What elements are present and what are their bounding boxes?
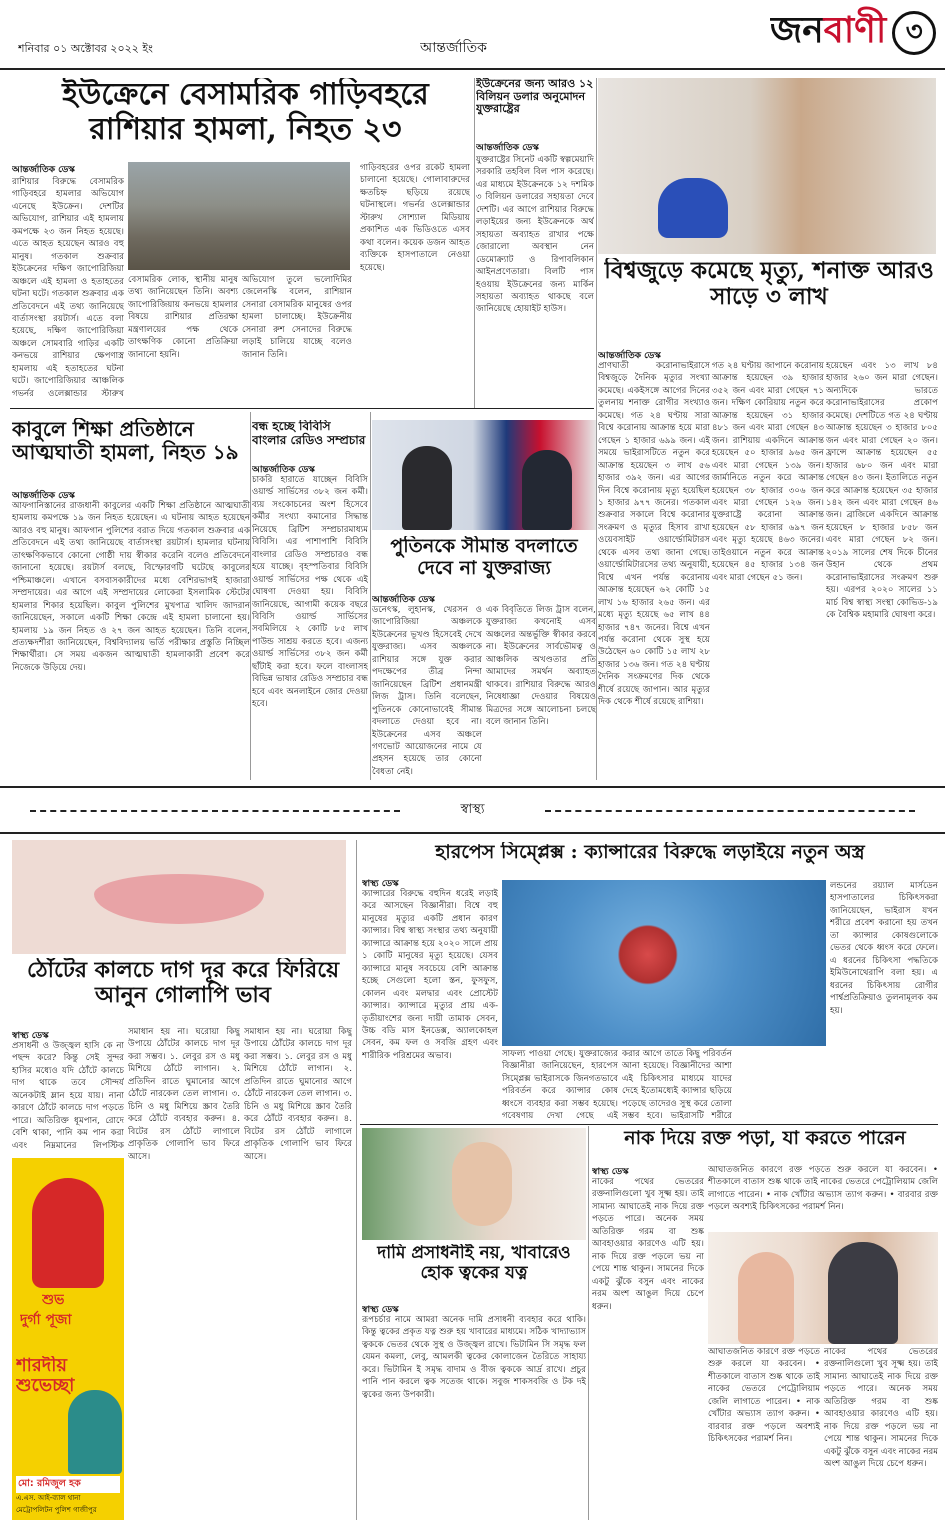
story5-body: চাকরি হারাতে যাচ্ছেন বিবিসি ওয়ার্ল্ড সার্ভিসের ৩৮২ জন কর্মী। ব্যয় সংকোচনের অংশ হিসেবে কর্মীর সংখ্যা কমানোর সিদ্ধান্ত নিয়েছে ব্রিটিশ সম্প্রচারমাধ্যম বিবিসি। এর পাশাপাশি বিবিসি বাংলার রেডিও সম্প্রচারও বন্ধ হয়ে যাচ্ছে। বৃহস্পতিবার বিবিসি ওয়ার্ল্ড সার্ভিসের পক্ষ থেকে এই ঘোষণা দেওয়া হয়। বিবিসি জানিয়েছে, আগামী কয়েক বছরে বিবিসি ওয়ার্ল্ড সার্ভিসের সবমিলিয়ে ২ কোটি ৮৫ লাখ পাউন্ড সাশ্রয় করতে হবে। এজন্য ওয়ার্ল্ড সার্ভিসের ৩৮২ জন কর্মী ছাঁটাই করা হবে। ফলে বাংলাসহ বিভিন্ন ভাষার রেডিও সম্প্রচার বন্ধ হবে এবং অনলাইনে জোর দেওয়া হবে। bbox=[252, 475, 368, 710]
story1-col1: রাশিয়ার বিরুদ্ধে বেসামরিক গাড়িবহরে হামলার অভিযোগ এনেছে ইউক্রেন। দেশটির অভিযোগ, রাশিয়ার এই হামলায় কমপক্ষে ২৩ জন নিহত হয়েছে। এতে আহত হয়েছেন আরও বহু মানুষ। গতকাল শুক্রবার ইউক্রেনের দক্ষিণ জাপোরিজিয়া অঞ্চলে এই হামলা ও হতাহতের ঘটনা ঘটে। গতকাল শুক্রবার এক প্রতিবেদনে এই তথ্য জানিয়েছে বার্তাসংস্থা রয়টার্স। এতে বলা হয়েছে, দক্ষিণ জাপোরিজিয়া অঞ্চলে সোমবারি গাড়ির একটি কনভয়ে রাশিয়ার ক্ষেপণাস্ত্র হামলায় এই হতাহতের ঘটনা ঘটে। জাপোরিজিয়ার আঞ্চলিক গভর্নর ওলেক্সান্ডার স্টারুখ bbox=[12, 177, 124, 398]
section-title: আন্তর্জাতিক bbox=[420, 40, 487, 56]
health-divider bbox=[0, 786, 945, 834]
story8-col2: সমাধান হয় না। ঘরোয়া কিছু উপায়ে ঠোঁটের কালচে দাগ দূর করা সম্ভব। ১. লেবুর রস ও মধু মিশিয়ে ঠোঁটে লাগান। ২. প্রতিদিন রাতে ঘুমানোর আগে ঠোঁটে নারকেল তেল লাগান। ৩. চিনি ও মধু মিশিয়ে স্ক্রাব তৈরি করে ঠোঁটে ব্যবহার করুন। ৪. বিটের রস ঠোঁটে লাগালে প্রাকৃতিক গোলাপি ভাব ফিরে আসে। bbox=[128, 1027, 240, 1162]
story1-photo bbox=[128, 162, 350, 270]
ad-designation: এ.এস. আই-ব্যাল থানা bbox=[16, 1494, 81, 1502]
hr-1 bbox=[10, 408, 594, 409]
page-number: ৩ bbox=[892, 11, 936, 55]
story10-col4: নাকের পথের ভেতরের রক্তনালিগুলো খুব সূক্ষ্ম হয়। তাই সামান্য আঘাতেই নাক দিয়ে রক্ত পড়তে পারে। অনেক সময় অতিরিক্ত গরম বা শুষ্ক আবহাওয়ার কারণেও এটি হয়। নাক দিয়ে রক্ত পড়লে ভয় না পেয়ে শান্ত থাকুন। সামনের দিকে একটু ঝুঁকে বসুন এবং নাকের নরম অংশ আঙুল দিয়ে চেপে ধরুন। bbox=[824, 1347, 938, 1470]
story1-col4: গাড়িবহরের ওপর রকেট হামলা চালানো হয়েছে। গোলাবারুদের ক্ষতচিহ্ন ছড়িয়ে রয়েছে ঘটনাস্থলে। গভর্নর ওলেক্সান্ডার স্টারুখ সোশ্যাল মিডিয়ায় প্রকাশিত এক ভিডিওতে এসব কথা বলেন। কয়েক ডজন আহত ব্যক্তিকে হাসপাতালে নেওয়া হয়েছে। bbox=[360, 163, 470, 273]
speaker-right bbox=[522, 450, 572, 530]
glove-shape bbox=[658, 178, 728, 238]
story2-title: ইউক্রেনের জন্য আরও ১২ বিলিয়ন ডলার অনুমোদন যুক্তরাষ্ট্রের bbox=[476, 78, 594, 116]
story3-col1: প্রাণঘাতী করোনাভাইরাসে বিশ্বজুড়ে দৈনিক মৃত্যুর সংখ্যা কমেছে। একইসঙ্গে আগের দিনের তুলনায় শনাক্ত রোগীর সংখ্যাও কমেছে। গত ২৪ ঘণ্টায় সারা বিশ্বে করোনায় আক্রান্ত হয়ে মারা গেছেন ১ হাজার ৬৯৯ জন। এই সময়ে ভাইরাসটিতে নতুন করে আক্রান্ত হয়েছেন ৩ লাখ ৫৬ হাজার ৩৯২ জন। এর আগের দিন বিশ্বে করোনায় মৃত্যু হয়েছিল ১ হাজার ৯৭৭ জনের। গতকাল শুক্রবার সকালে বিশ্বে করোনার সংক্রমণ ও মৃত্যুর হিসাব রাখা ওয়েবসাইট ওয়ার্ল্ডোমিটারস থেকে এসব তথ্য জানা গেছে। ওয়ার্ল্ডোমিটারসের তথ্য অনুযায়ী, বিশ্বে এখন পর্যন্ত করোনায় আক্রান্ত হয়েছেন ৬২ কোটি ১৫ লাখ ১৬ হাজার ২৬৫ জন। এর মধ্যে মৃত্যু হয়েছে ৬৫ লাখ ৪৪ হাজার ৭৪৭ জনের। বিশ্বে এখন পর্যন্ত করোনা থেকে সুস্থ হয়ে উঠেছেন ৬০ কোটি ১৫ লাখ ২৮ হাজার ১৩৬ জন। গত ২৪ ঘণ্টায় দৈনিক সংক্রমণের দিক থেকে শীর্ষে রয়েছে জাপান। আর মৃত্যুর দিক থেকে শীর্ষে রয়েছে রাশিয়া। bbox=[598, 361, 710, 708]
story6-col1: ডনেৎস্ক, লুহানস্ক, খেরসন ও জাপোরিজিয়া অঞ্চলকে ইউক্রেনের ভূখণ্ড হিসেবেই দেখে যুক্তরাজ্য। এসব অঞ্চলকে রাশিয়ার সঙ্গে যুক্ত করার পদক্ষেপের তীব্র নিন্দা জানিয়েছেন ব্রিটিশ প্রধানমন্ত্রী লিজ ট্রাস। তিনি বলেছেন, পুতিনকে কোনোভাবেই সীমান্ত বদলাতে দেওয়া হবে না। ইউক্রেনের এসব অঞ্চলে গণভোট আয়োজনের নামে যে প্রহসন হয়েছে তার কোনো বৈধতা নেই। bbox=[372, 605, 482, 777]
story10-byline: স্বাস্থ্য ডেস্ক bbox=[592, 1167, 629, 1177]
child-shape bbox=[738, 1252, 794, 1344]
rule-1 bbox=[474, 78, 475, 408]
ad-person-photo bbox=[68, 1390, 122, 1474]
story3-photo bbox=[598, 78, 936, 254]
story9-byline: স্বাস্থ্য ডেস্ক bbox=[362, 1305, 399, 1315]
divider-line-left bbox=[30, 810, 400, 812]
story7-title: হারপেস সিম্প্লেক্স : ক্যান্সারের বিরুদ্ধে লড়াইয়ে নতুন অস্ত্র bbox=[435, 842, 865, 863]
story4-body: আফগানিস্তানের রাজধানী কাবুলের একটি শিক্ষা প্রতিষ্ঠানে আত্মঘাতী হামলায় কমপক্ষে ১৯ জন নিহত হয়েছেন। এ ঘটনায় আহত হয়েছেন আরও বহু মানুষ। আফগান পুলিশের বরাত দিয়ে গতকাল শুক্রবার এক প্রতিবেদনে এই তথ্য জানিয়েছে বার্তাসংস্থা রয়টার্স। হামলার ঘটনায় তাৎক্ষণিকভাবে কোনো গোষ্ঠী দায় স্বীকার করেনি বলেও প্রতিবেদনে জানানো হয়েছে। রয়টার্স বলছে, বিস্ফোরণটি ঘটেছে কাবুলের পশ্চিমাঞ্চলে। এখানে বসবাসকারীদের মধ্যে বেশিরভাগই হাজারা সম্প্রদায়ের। এর আগে এই সম্প্রদায়ের লোকেরা ইসলামিক স্টেটের হামলার শিকার হয়েছিল। কাবুল পুলিশের মুখপাত্র খালিদ জাদরান জানিয়েছেন, সকালে একটি শিক্ষা কেন্দ্রে এই হামলা চালানো হয়। হামলায় ১৯ জন নিহত ও ২৭ জন আহত হয়েছেন। তিনি বলেন, প্রত্যক্ষদর্শীরা জানিয়েছেন, বিশ্ববিদ্যালয় ভর্তি পরীক্ষার প্রস্তুতি নিচ্ছিল শিক্ষার্থীরা। সে সময় একজন আত্মঘাতী হামলাকারী প্রবেশ করে নিজেকে উড়িয়ে দেয়। bbox=[12, 501, 250, 673]
story10-col2: আঘাতজনিত কারণে রক্ত পড়তে শুরু করলে যা করবেন। • শীতকালে বাতাস শুষ্ক থাকে তাই নাকের ভেতরে পেট্রোলিয়াম জেলি লাগাতে পারেন। • নাক খোঁটার অভ্যাস ত্যাগ করুন। • বারবার রক্ত পড়লে অবশ্যই চিকিৎসকের পরামর্শ নিন। bbox=[708, 1165, 938, 1213]
story7-col3: করার আগে তাতে কিছু পরিবর্তন আনা হয়েছে। বিজ্ঞানীদের আশা এই চিকিৎসার মাধ্যমে যাদের দেহে ইতোমধ্যেই ক্যান্সার ছড়িয়ে পড়েছে তাদেরও সুস্থ করে তোলা সম্ভব হবে। ভাইরাসটি শরীরে bbox=[622, 1049, 732, 1122]
story2-byline: আন্তর্জাতিক ডেস্ক bbox=[476, 143, 539, 153]
logo-part-2: বাণী bbox=[823, 9, 887, 51]
story8-title: ঠোঁটের কালচে দাগ দূর করে ফিরিয়ে আনুন গোলাপি ভাব bbox=[26, 958, 340, 1009]
rule-3 bbox=[250, 412, 251, 780]
story8-col1: প্রসাধনী ও উজ্জ্বল হাসি কে না পছন্দ করে? কিন্তু সেই সুন্দর হাসির মধ্যেও যদি ঠোঁটে কালচে দাগ থাকে তবে সৌন্দর্য অনেকটাই ম্লান হয়ে যায়। নানা কারণে ঠোঁটে কালচে দাগ পড়তে পারে। অতিরিক্ত ধূমপান, রোদে বেশি থাকা, পানি কম পান করা এবং নিম্নমানের লিপস্টিক bbox=[12, 1041, 124, 1151]
ad-greeting-1: শুভ bbox=[42, 1292, 65, 1308]
story6-col2: এক বিবৃতিতে লিজ ট্রাস বলেন, যুক্তরাজ্য কখনোই এসব অঞ্চলের অন্তর্ভুক্তি স্বীকার করবে না। ইউক্রেনের সার্বভৌমত্ব ও আঞ্চলিক অখণ্ডতার প্রতি আমাদের সমর্থন অব্যাহত থাকবে। রাশিয়ার বিরুদ্ধে আরও নিষেধাজ্ঞা দেওয়ার বিষয়েও মিত্রদের সঙ্গে আলোচনা চলছে বলে জানান তিনি। bbox=[486, 605, 596, 728]
story2-body: যুক্তরাষ্ট্রের সিনেট একটি স্বল্পমেয়াদি সরকারি তহবিল বিল পাস করেছে। এর মাধ্যমে ইউক্রেনকে ১২ দশমিক ৩ বিলিয়ন ডলারের সহায়তা দেবে দেশটি। এর আগে রাশিয়ার বিরুদ্ধে লড়াইয়ের জন্য ইউক্রেনকে অর্থ সহায়তা অব্যাহত রাখার পক্ষে জোরালো অবস্থান নেন ডেমোক্র্যাট ও রিপাবলিকান আইনপ্রণেতারা। বিলটি পাস হওয়ায় ইউক্রেনের জন্য মার্কিন সহায়তা অব্যাহত থাকছে বলে জানিয়েছে হোয়াইট হাউস। bbox=[476, 155, 594, 315]
speaker-left bbox=[402, 446, 452, 530]
story4-title: কাবুলে শিক্ষা প্রতিষ্ঠানে আত্মঘাতী হামলা, নিহত ১৯ bbox=[12, 418, 239, 464]
story10-col1: নাকের পথের ভেতরের রক্তনালিগুলো খুব সূক্ষ্ম হয়। তাই সামান্য আঘাতেই নাক দিয়ে রক্ত পড়তে পারে। অনেক সময় অতিরিক্ত গরম বা শুষ্ক আবহাওয়ার কারণেও এটি হয়। নাক দিয়ে রক্ত পড়লে ভয় না পেয়ে শান্ত থাকুন। সামনের দিকে একটু ঝুঁকে বসুন এবং নাকের নরম অংশ আঙুল দিয়ে চেপে ধরুন। bbox=[592, 1177, 704, 1312]
health-section-label: স্বাস্থ্য bbox=[448, 800, 496, 821]
story3-col3: হয়েছেন এবং ১৩ লাখ ৮৪ হাজার ২৬০ জন মারা গেছেন। অন্যদিকে ভারতে করোনাভাইরাসের প্রকোপ কমেছে। দেশটিতে গত ২৪ ঘণ্টায় আক্রান্ত হয়েছেন ৩ হাজার ৮০৫ জন এবং মারা গেছেন ২০ জন। ফ্রান্সে আক্রান্ত হয়েছেন ৫৫ হাজার ৬৮০ জন এবং মারা গেছেন ৪৩ জন। ইতালিতে নতুন করে আক্রান্ত হয়েছেন ৩৫ হাজার ১৪২ জন এবং মারা গেছেন ৪৬ জন। ব্রাজিলে একদিনে আক্রান্ত হয়েছেন ৮ হাজার ৮৫৮ জন এবং মারা গেছেন ৮২ জন। ২০১৯ সালের শেষ দিকে চীনের উহান থেকে প্রথম করোনাভাইরাসের সংক্রমণ শুরু হয়। এরপর ২০২০ সালের ১১ মার্চ বিশ্ব স্বাস্থ্য সংস্থা কোভিড-১৯ কে বৈশ্বিক মহামারি ঘোষণা করে। bbox=[826, 361, 938, 621]
ad-unit: মেট্রোপলিটন পুলিশ গাজীপুর bbox=[16, 1506, 97, 1514]
hr-2 bbox=[360, 1124, 938, 1125]
story3-col2: গত ২৪ ঘণ্টায় জাপানে করোনায় আক্রান্ত হয়েছেন ৩৯ হাজার ৩৫২ জন এবং মারা গেছেন ৭১ জন। দক্ষিণ কোরিয়ায় নতুন করে আক্রান্ত হয়েছেন ৩১ হাজার ৪৮১ জন এবং মারা গেছেন ৪৩ জন। রাশিয়ায় একদিনে আক্রান্ত হয়েছেন ৫০ হাজার ৯৬৫ জন এবং মারা গেছেন ১৩৯ জন। জার্মানিতে নতুন করে আক্রান্ত হয়েছেন ৩৮ হাজার ৩০৬ জন এবং মারা গেছেন ১২৬ জন। যুক্তরাষ্ট্রে করোনা আক্রান্ত হয়েছেন ৫৮ হাজার ৬৯৭ জন এবং মৃত্যু হয়েছে ৪৬৩ জনের। তাইওয়ানে নতুন করে আক্রান্ত হয়েছেন ৪৫ হাজার ১৩৪ জন এবং মারা গেছেন ৫১ জন। bbox=[712, 361, 824, 583]
story5-title: বন্ধ হচ্ছে বিবিসি বাংলার রেডিও সম্প্রচার bbox=[252, 420, 366, 447]
story6-byline: আন্তর্জাতিক ডেস্ক bbox=[372, 595, 435, 605]
divider-line-right bbox=[545, 810, 915, 812]
rule-6 bbox=[588, 1126, 589, 1520]
story7-col2: সাফল্য পাওয়া গেছে। যুক্তরাজ্যের বিজ্ঞানীরা জানিয়েছেন, হারপেস সিম্প্লেক্স ভাইরাসকে জিনগতভাবে পরিবর্তন করে ক্যান্সার কোষ ধ্বংসে ব্যবহার করা সম্ভব হয়েছে। গবেষণায় দেখা গেছে এই bbox=[502, 1049, 618, 1122]
skin-care-photo bbox=[362, 1128, 586, 1240]
rule-2 bbox=[596, 78, 597, 780]
rule-4 bbox=[370, 412, 371, 780]
story8-byline: স্বাস্থ্য ডেস্ক bbox=[12, 1031, 49, 1041]
story8-col3: সমাধান হয় না। ঘরোয়া কিছু উপায়ে ঠোঁটের কালচে দাগ দূর করা সম্ভব। ১. লেবুর রস ও মধু মিশিয়ে ঠোঁটে লাগান। ২. প্রতিদিন রাতে ঘুমানোর আগে ঠোঁটে নারকেল তেল লাগান। ৩. চিনি ও মধু মিশিয়ে স্ক্রাব তৈরি করে ঠোঁটে ব্যবহার করুন। ৪. বিটের রস ঠোঁটে লাগালে প্রাকৃতিক গোলাপি ভাব ফিরে আসে। bbox=[244, 1027, 352, 1162]
lips-photo bbox=[12, 840, 346, 954]
story10-title: নাক দিয়ে রক্ত পড়া, যা করতে পারেন bbox=[624, 1128, 906, 1149]
story9-title: দামি প্রসাধনীই নয়, খাবারেও হোক ত্বকের যত্ন bbox=[377, 1244, 571, 1283]
ad-greeting-2: দুর্গা পূজা bbox=[20, 1312, 72, 1328]
story4-byline: আন্তর্জাতিক ডেস্ক bbox=[12, 491, 75, 501]
story7-col4: লন্ডনের রয়্যাল মার্সডেন হাসপাতালের চিকিৎসকরা জানিয়েছেন, ভাইরাস যখন শরীরে প্রবেশ করানো হয় তখন তা ক্যান্সার কোষগুলোকে ভেতর থেকে ধ্বংস করে ফেলে। এ ধরনের চিকিৎসা পদ্ধতিকে ইমিউনোথেরাপি বলা হয়। এ ধরনের চিকিৎসায় রোগীর পার্শ্বপ্রতিক্রিয়াও তুলনামূলক কম হয়। bbox=[830, 881, 938, 1016]
cancer-cell-photo bbox=[502, 880, 826, 1046]
story3-title: বিশ্বজুড়ে কমেছে মৃত্যু, শনাক্ত আরও সাড়ে ৩ লাখ bbox=[604, 258, 934, 311]
story10-col3: আঘাতজনিত কারণে রক্ত পড়তে শুরু করলে যা করবেন। • শীতকালে বাতাস শুষ্ক থাকে তাই নাকের ভেতরে পেট্রোলিয়াম জেলি লাগাতে পারেন। • নাক খোঁটার অভ্যাস ত্যাগ করুন। • বারবার রক্ত পড়লে অবশ্যই চিকিৎসকের পরামর্শ নিন। bbox=[708, 1347, 820, 1445]
ad-greeting-3: শারদীয় শুভেচ্ছা bbox=[16, 1356, 75, 1396]
newspaper-logo bbox=[770, 6, 940, 60]
puja-greeting-ad bbox=[12, 1158, 124, 1520]
logo-part-1: জন bbox=[770, 9, 824, 51]
story6-photo bbox=[372, 420, 596, 530]
rule-5 bbox=[356, 840, 357, 1520]
story1-col3: অভিযোগ তুলে ভলোদিমির জেলেনস্কি বলেন, রাশিয়ান সেনারা বেসামরিক মানুষের ওপর হামলা চালাচ্ছে। ইউক্রেনীয় সেনারা রুশ সেনাদের বিরুদ্ধে লড়াই চালিয়ে যাচ্ছে বলেও জানান তিনি। bbox=[242, 275, 352, 360]
lips-shape bbox=[94, 874, 264, 924]
woman-face-shape bbox=[452, 1142, 512, 1226]
parent-shape bbox=[828, 1242, 898, 1344]
ad-name: মো: রমিজুল হক bbox=[16, 1476, 120, 1493]
story7-col1: ক্যান্সারের বিরুদ্ধে বহুদিন ধরেই লড়াই করে আসছেন বিজ্ঞানীরা। বিশ্বে বহু মানুষের মৃত্যুর একটি প্রধান কারণ ক্যান্সার। বিশ্ব স্বাস্থ্য সংস্থার তথ্য অনুযায়ী ক্যান্সারে আক্রান্ত হয়ে ২০২০ সালে প্রায় ১ কোটি মানুষের মৃত্যু হয়েছে। যেসব ক্যান্সারে মানুষ সবচেয়ে বেশি আক্রান্ত হচ্ছে সেগুলো হলো স্তন, ফুসফুস, কোলন এবং মলদ্বার এবং প্রোস্টেট ক্যান্সার। ক্যান্সারে মৃত্যুর প্রায় এক-তৃতীয়াংশের জন্য দায়ী তামাক সেবন, উচ্চ বডি মাস ইনডেক্স, অ্যালকোহল সেবন, কম ফল ও সবজি গ্রহণ এবং শারীরিক পরিশ্রমের অভাব। bbox=[362, 889, 498, 1061]
story1-title: ইউক্রেনে বেসামরিক গাড়িবহরে রাশিয়ার হামলা, নিহত ২৩ bbox=[62, 78, 429, 147]
story6-title: পুতিনকে সীমান্ত বদলাতে দেবে না যুক্তরাজ্য bbox=[390, 536, 578, 579]
page-header bbox=[0, 0, 945, 70]
nosebleed-photo bbox=[708, 1232, 938, 1344]
story1-byline: আন্তর্জাতিক ডেস্ক bbox=[12, 165, 75, 175]
story5-byline: আন্তর্জাতিক ডেস্ক bbox=[252, 465, 315, 475]
story7-byline: স্বাস্থ্য ডেস্ক bbox=[362, 879, 399, 889]
story3-byline: আন্তর্জাতিক ডেস্ক bbox=[598, 351, 661, 361]
story1-col2: বেসামরিক লোক, স্থানীয় মানুষ তথ্য জানিয়েছেন তিনি। অবশ্য জাপোরিজিয়ায় কনভয়ে হামলার বিষয়ে রাশিয়ার প্রতিরক্ষা মন্ত্রণালয়ের পক্ষ থেকে তাৎক্ষণিক কোনো প্রতিক্রিয়া জানানো হয়নি। bbox=[128, 275, 238, 360]
story9-body: রূপচর্চার নামে আমরা অনেক দামি প্রসাধনী ব্যবহার করে থাকি। কিন্তু ত্বকের প্রকৃত যত্ন শুরু হয় খাবারের মাধ্যমে। সঠিক খাদ্যাভ্যাস ত্বককে ভেতর থেকে সুস্থ ও উজ্জ্বল রাখে। ভিটামিন সি সমৃদ্ধ ফল যেমন কমলা, লেবু, আমলকী ত্বকের কোলাজেন তৈরিতে সাহায্য করে। ভিটামিন ই সমৃদ্ধ বাদাম ও বীজ ত্বককে আর্দ্র রাখে। প্রচুর পানি পান করলে ত্বক সতেজ থাকে। সবুজ শাকসবজি ও টক দই ত্বকের জন্য উপকারী। bbox=[362, 1315, 586, 1400]
issue-date: শনিবার ০১ অক্টোবর ২০২২ ইং bbox=[18, 42, 153, 55]
goddess-shape bbox=[32, 1178, 104, 1288]
